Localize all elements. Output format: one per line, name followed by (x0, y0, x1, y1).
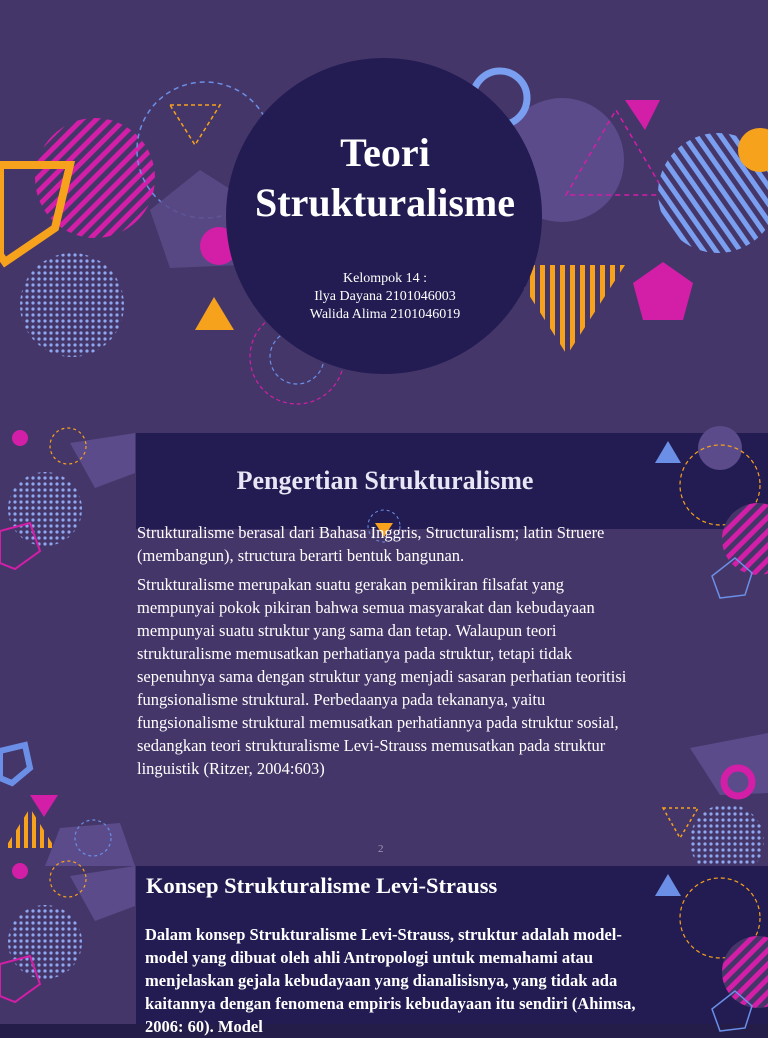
pentagon-icon (70, 433, 135, 488)
magenta-triangle-icon (30, 795, 58, 817)
slide3-heading: Konsep Strukturalisme Levi-Strauss (146, 873, 498, 898)
slide-title: Teori Strukturalisme (255, 130, 515, 225)
striped-triangle-icon (5, 808, 55, 848)
striped-circle-icon (722, 503, 768, 575)
definition-slide (0, 433, 768, 866)
dashed-triangle-icon (170, 105, 220, 145)
slide2-heading: Pengertian Strukturalisme (236, 466, 534, 495)
dotted-circle-icon (20, 253, 124, 357)
dotted-circle-icon (8, 472, 82, 546)
author-2: Walida Alima 2101046019 (309, 307, 461, 322)
blue-triangle-icon (655, 874, 681, 896)
orange-triangle-icon (195, 297, 234, 330)
slide2-body (137, 521, 637, 786)
page-number: 2 (378, 843, 384, 855)
slide3-body: Dalam konsep Strukturalisme Levi-Strauss, struktur adalah model-model yang dibuat oleh ahli Antropologi untuk memahami atau menjelaskan gejala kebudayaan yang dianalisisnya, yang tidak ada kaitannya dengan fenomena empiris kebudayaan itu sendiri (Ahimsa, 2006: 60). Model (145, 925, 636, 1036)
concept-slide (0, 866, 768, 1036)
title-slide (0, 0, 768, 433)
pentagon-outline-icon (0, 745, 30, 783)
magenta-dot-icon (12, 430, 28, 446)
magenta-dot-icon (12, 863, 28, 879)
author-1: Ilya Dayana 2101046003 (314, 289, 456, 304)
dotted-circle-icon (8, 905, 82, 979)
group-label: Kelompok 14 : (343, 271, 427, 286)
pentagon-icon (45, 823, 135, 866)
pentagon-icon (690, 733, 768, 795)
magenta-pentagon-icon (633, 262, 693, 320)
striped-circle-icon (722, 936, 768, 1008)
author-block (270, 270, 500, 324)
pentagon-icon (70, 866, 135, 921)
paragraph: Strukturalisme berasal dari Bahasa Inggris, Structuralism; latin Struere (membangun), structura berarti bentuk bangunan. (137, 523, 605, 565)
magenta-triangle-icon (625, 100, 660, 130)
paragraph: Strukturalisme merupakan suatu gerakan pemikiran filsafat yang mempunyai pokok pikiran bahwa semua masyarakat dan kebudayaan mempunyai suatu struktur yang sama dan tetap. Walaupun teori strukturalisme memusatkan perhatianya pada struktur, tetapi tidak sepenuhnya sama dengan struktur yang menjadi sasaran perhatian teoritisi fungsionalisme struktural. Perbedaanya pada tekananya, yaitu fungsionalisme struktural memusatkan perhatiannya pada struktur sosial, sedangkan teori strukturalisme Levi-Strauss memusatkan pada struktur linguistik (Ritzer, 2004:603) (137, 575, 627, 778)
blue-triangle-icon (655, 441, 681, 463)
